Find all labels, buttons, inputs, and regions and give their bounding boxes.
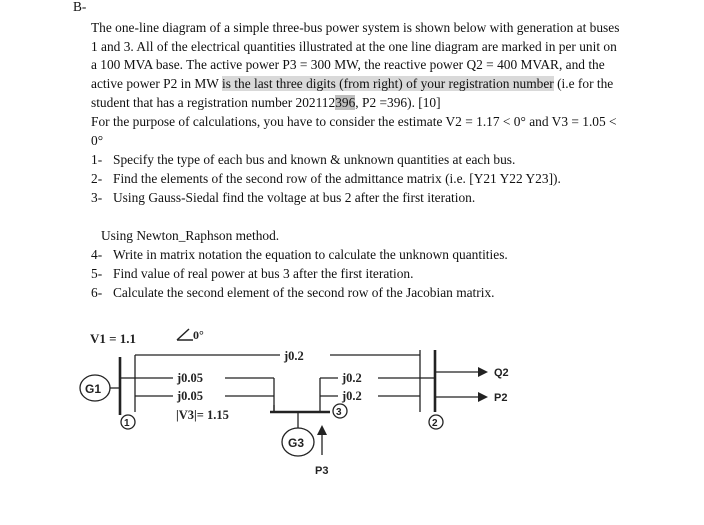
task-number: 4- [91,247,103,262]
task-number: 5- [91,266,103,281]
angle-icon [177,329,189,340]
bus-1-number: 1 [124,418,130,429]
impedance-2-3-a: j0.2 [342,371,362,385]
q2-label: Q2 [494,367,509,379]
v1-angle: 0° [193,328,204,342]
bus-3-number: 3 [336,407,342,418]
p2-arrow-icon [478,392,488,402]
v1-label: V1 = 1.1 [90,331,137,346]
task-text: Using Gauss-Siedal find the voltage at bus 2 after the first iteration. [113,190,476,205]
g1-label: G1 [85,382,102,396]
paragraph-line-3: a 100 MVA base. The active power P3 = 300 MW, the reactive power Q2 = 400 MVAR, and the [91,57,605,72]
nr-heading: Using Newton_Raphson method. [101,228,280,243]
paragraph-line-6: For the purpose of calculations, you have to consider the estimate V2 = 1.17 < 0° and V3 = 1.05 < [91,114,617,129]
paragraph-line-1: The one-line diagram of a simple three-bus power system is shown below with generation at buses [91,20,620,35]
p3-arrow-icon [317,425,327,435]
paragraph-line-2: 1 and 3. All of the electrical quantities illustrated at the one line diagram are marked in per unit on [91,39,617,54]
task-text: Find the elements of the second row of the admittance matrix (i.e. [Y21 Y22 Y23]). [113,171,561,186]
task-text: Calculate the second element of the second row of the Jacobian matrix. [113,285,495,300]
highlighted-text: is the last three digits (from right) of your registration number [222,76,554,91]
highlighted-digits: 396 [335,95,356,110]
bus-2-number: 2 [432,418,438,429]
impedance-1-2: j0.2 [284,349,304,363]
line-4-part-a: active power P2 in MW [91,76,223,91]
impedance-1-3-a: j0.05 [177,371,204,385]
task-number: 6- [91,285,103,300]
line-5-part-c: , P2 =396). [10] [355,95,441,110]
task-number: 1- [91,152,103,167]
paragraph-line-7: 0° [91,133,104,148]
impedance-2-3-b: j0.2 [342,389,362,403]
v3-magnitude: |V3|= 1.15 [176,408,229,422]
task-number: 2- [91,171,103,186]
task-text: Find value of real power at bus 3 after the first iteration. [113,266,414,281]
task-text: Write in matrix notation the equation to calculate the unknown quantities. [113,247,508,262]
p3-label: P3 [315,465,329,477]
section-label: B- [73,0,87,14]
q2-arrow-icon [478,367,488,377]
task-text: Specify the type of each bus and known & unknown quantities at each bus. [113,152,516,167]
g3-label: G3 [288,436,305,450]
impedance-1-3-b: j0.05 [177,389,204,403]
task-number: 3- [91,190,103,205]
p2-label: P2 [494,392,508,404]
line-4-part-c: (i.e for the [553,76,614,91]
line-5-part-a: student that has a registration number 202112 [91,95,336,110]
